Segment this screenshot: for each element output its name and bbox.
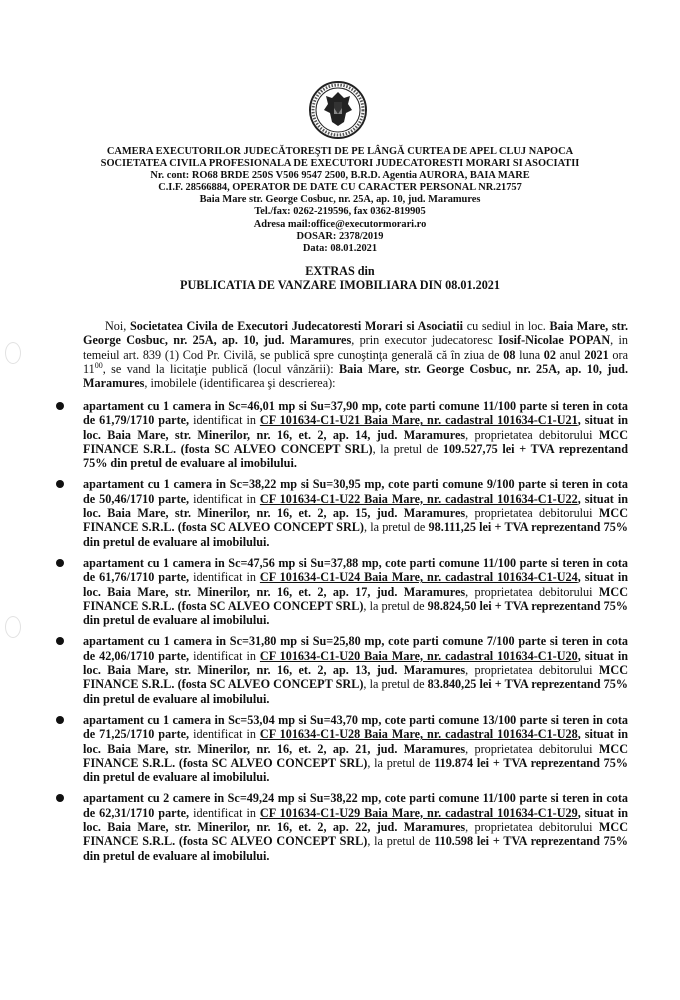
- intro-text: luna: [515, 347, 544, 362]
- property-location: , situat in loc. Baia Mare, str. Minerilor, nr. 16, et. 2, ap. 22, jud. Maramures: [83, 805, 628, 835]
- price-prefix: , la pretul de: [363, 520, 429, 535]
- cadastral-reference: CF 101634-C1-U21 Baia Mare, nr. cadastral 101634-C1-U21: [259, 413, 578, 428]
- punch-hole: [5, 342, 21, 364]
- bullet-icon: [56, 480, 64, 488]
- price-value: 83.840,25 lei + TVA reprezentand 75% din pretul de evaluare al imobilului.: [83, 677, 628, 706]
- address: Baia Mare str. George Cosbuc, nr. 25A, ap. 10, jud. Maramures: [199, 194, 481, 206]
- bullet-icon: [56, 402, 64, 410]
- cadastral-reference: CF 101634-C1-U28 Baia Mare, nr. cadastral 101634-C1-U28: [259, 727, 578, 742]
- property-location: , situat in loc. Baia Mare, str. Minerilor, nr. 16, et. 2, ap. 17, jud. Maramures: [83, 570, 628, 599]
- owner-prefix: , proprietatea debitorului: [465, 820, 599, 835]
- file-number: DOSAR: 2378/2019: [296, 230, 384, 242]
- list-item: [56, 713, 628, 784]
- price-prefix: , la pretul de: [367, 755, 435, 770]
- list-item: [56, 634, 628, 705]
- price-prefix: , la pretul de: [363, 677, 428, 692]
- owner-name: MCC FINANCE S.R.L. (fosta SC ALVEO CONCEPT SRL): [83, 506, 628, 535]
- property-description: apartament cu 1 camera in Sc=46,01 mp si Su=37,90 mp, cote parti comune 11/100 parte si teren in cota de 61,79/1710 parte,: [83, 399, 628, 428]
- auction-minutes: 00: [94, 360, 103, 370]
- owner-prefix: , proprietatea debitorului: [465, 584, 599, 599]
- property-description: apartament cu 1 camera in Sc=47,56 mp si Su=37,88 mp, cote parti comune 11/100 parte si teren in cota de 61,76/1710 parte,: [83, 555, 628, 585]
- intro-text: , prin executor judecatoresc: [351, 333, 499, 348]
- auction-month: 02: [543, 347, 556, 362]
- chamber-name: CAMERA EXECUTORILOR JUDECĂTOREŞTI DE PE LÂNGĂ CURTEA DE APEL CLUJ NAPOCA: [106, 146, 574, 157]
- owner-name: MCC FINANCE S.R.L. (fosta SC ALVEO CONCEPT SRL): [83, 663, 628, 692]
- owner-prefix: , proprietatea debitorului: [465, 663, 599, 678]
- list-item: [56, 399, 628, 470]
- property-location: , situat in loc. Baia Mare, str. Minerilor, nr. 16, et. 2, ap. 14, jud. Maramures: [83, 413, 628, 442]
- executor-name: Iosif-Nicolae POPAN: [498, 333, 611, 348]
- phone-fax: Tel./fax: 0262-219596, fax 0362-819905: [254, 206, 426, 218]
- identified-text: identificat in: [189, 805, 260, 820]
- owner-prefix: , proprietatea debitorului: [465, 506, 599, 521]
- intro-text: anul: [555, 347, 585, 362]
- bank-account: Nr. cont: RO68 BRDE 250S V506 9547 2500, B.R.D. Agentia AURORA, BAIA MARE: [150, 170, 530, 182]
- property-description: apartament cu 2 camere in Sc=49,24 mp si Su=38,22 mp, cote parti comune 11/100 parte si teren in cota de 62,31/1710 parte,: [83, 791, 628, 820]
- intro-text: , in temeiul art. 839 (1) Cod Pr. Civilă, se publică spre cunoştinţa generală că în ziua de: [83, 333, 628, 362]
- email-address: Adresa mail:office@executormorari.ro: [253, 218, 427, 230]
- punch-hole: [5, 616, 21, 638]
- intro-paragraph: [83, 319, 628, 390]
- owner-prefix: , proprietatea debitorului: [465, 427, 599, 442]
- price-value: 119.874 lei + TVA reprezentand 75% din pretul de evaluare al imobilului.: [83, 755, 628, 785]
- price-value: 109.527,75 lei + TVA reprezentand 75% din pretul de evaluare al imobilului.: [83, 441, 628, 471]
- auction-location: Baia Mare, str. George Cosbuc, nr. 25A, ap. 10, jud. Maramures: [83, 361, 628, 391]
- intro-text: cu sediul in loc.: [463, 319, 550, 333]
- title-line-1: EXTRAS din: [305, 264, 375, 278]
- office-address-bold: Baia Mare, str. George Cosbuc, nr. 25A, ap. 10, jud. Maramures: [83, 319, 629, 348]
- cadastral-reference: CF 101634-C1-U22 Baia Mare, nr. cadastral 101634-C1-U22: [259, 491, 578, 506]
- intro-text: Noi,: [105, 319, 131, 333]
- owner-prefix: , proprietatea debitorului: [465, 741, 599, 756]
- bullet-icon: [56, 716, 64, 724]
- price-prefix: , la pretul de: [367, 834, 435, 849]
- page-title: [40, 264, 640, 292]
- company-name: SOCIETATEA CIVILA PROFESIONALA DE EXECUTORI JUDECATORESTI MORARI SI ASOCIATII: [100, 158, 580, 170]
- letterhead: [40, 146, 640, 255]
- list-item: [56, 477, 628, 548]
- owner-name: MCC FINANCE S.R.L. (fosta SC ALVEO CONCEPT SRL): [83, 741, 628, 770]
- auction-year: 2021: [584, 347, 609, 362]
- property-location: , situat in loc. Baia Mare, str. Minerilor, nr. 16, et. 2, ap. 15, jud. Maramures: [83, 491, 628, 521]
- intro-text: , se vand la licitaţie publică (locul vânzării):: [102, 361, 339, 376]
- bullet-icon: [56, 794, 64, 802]
- identified-text: identificat in: [189, 570, 260, 585]
- cadastral-reference: CF 101634-C1-U29 Baia Mare, nr. cadastral 101634-C1-U29: [259, 805, 578, 820]
- fiscal-code: C.I.F. 28566884, OPERATOR DE DATE CU CARACTER PERSONAL NR.21757: [158, 182, 522, 194]
- cadastral-reference: CF 101634-C1-U20 Baia Mare, nr. cadastral 101634-C1-U20: [259, 648, 578, 663]
- auction-day: 08: [503, 347, 516, 362]
- identified-text: identificat in: [189, 413, 260, 428]
- price-value: 110.598 lei + TVA reprezentand 75% din pretul de evaluare al imobilului.: [83, 834, 628, 863]
- title-line-2: PUBLICATIA DE VANZARE IMOBILIARA DIN 08.01.2021: [180, 278, 500, 292]
- identified-text: identificat in: [189, 491, 260, 506]
- bullet-icon: [56, 559, 64, 567]
- price-prefix: , la pretul de: [363, 598, 428, 613]
- owner-name: MCC FINANCE S.R.L. (fosta SC ALVEO CONCEPT SRL): [83, 820, 628, 849]
- price-value: 98.824,50 lei + TVA reprezentand 75% din pretul de evaluare al imobilului.: [83, 598, 628, 628]
- intro-text: ora 11: [83, 347, 628, 376]
- identified-text: identificat in: [189, 727, 260, 742]
- list-item: [56, 556, 628, 627]
- bullet-icon: [56, 637, 64, 645]
- list-item: [56, 791, 628, 862]
- price-prefix: , la pretul de: [372, 441, 443, 456]
- owner-name: MCC FINANCE S.R.L. (fosta SC ALVEO CONCEPT SRL): [83, 584, 628, 613]
- property-location: , situat in loc. Baia Mare, str. Minerilor, nr. 16, et. 2, ap. 13, jud. Maramures: [83, 648, 628, 678]
- property-description: apartament cu 1 camera in Sc=31,80 mp si Su=25,80 mp, cote parti comune 7/100 parte si teren in cota de 42,06/1710 parte,: [83, 634, 628, 663]
- property-list: [56, 399, 628, 870]
- identified-text: identificat in: [189, 648, 260, 663]
- document-date: Data: 08.01.2021: [302, 242, 378, 254]
- property-location: , situat in loc. Baia Mare, str. Minerilor, nr. 16, et. 2, ap. 21, jud. Maramures: [83, 727, 628, 756]
- intro-text: , imobilele (identificarea şi descrierea):: [144, 376, 336, 391]
- property-description: apartament cu 1 camera in Sc=53,04 mp si Su=43,70 mp, cote parti comune 13/100 parte si teren in cota de 71,25/1710 parte,: [83, 712, 628, 742]
- owner-name: MCC FINANCE S.R.L. (fosta SC ALVEO CONCEPT SRL): [83, 427, 628, 456]
- property-description: apartament cu 1 camera in Sc=38,22 mp si Su=30,95 mp, cote parti comune 9/100 parte si teren in cota de 50,46/1710 parte,: [83, 477, 628, 506]
- price-value: 98.111,25 lei + TVA reprezentand 75% din pretul de evaluare al imobilului.: [83, 520, 628, 549]
- cadastral-reference: CF 101634-C1-U24 Baia Mare, nr. cadastral 101634-C1-U24: [259, 570, 578, 585]
- company-name-bold: Societatea Civila de Executori Judecatoresti Morari si Asociatii: [130, 319, 464, 333]
- official-seal-icon: [308, 80, 368, 140]
